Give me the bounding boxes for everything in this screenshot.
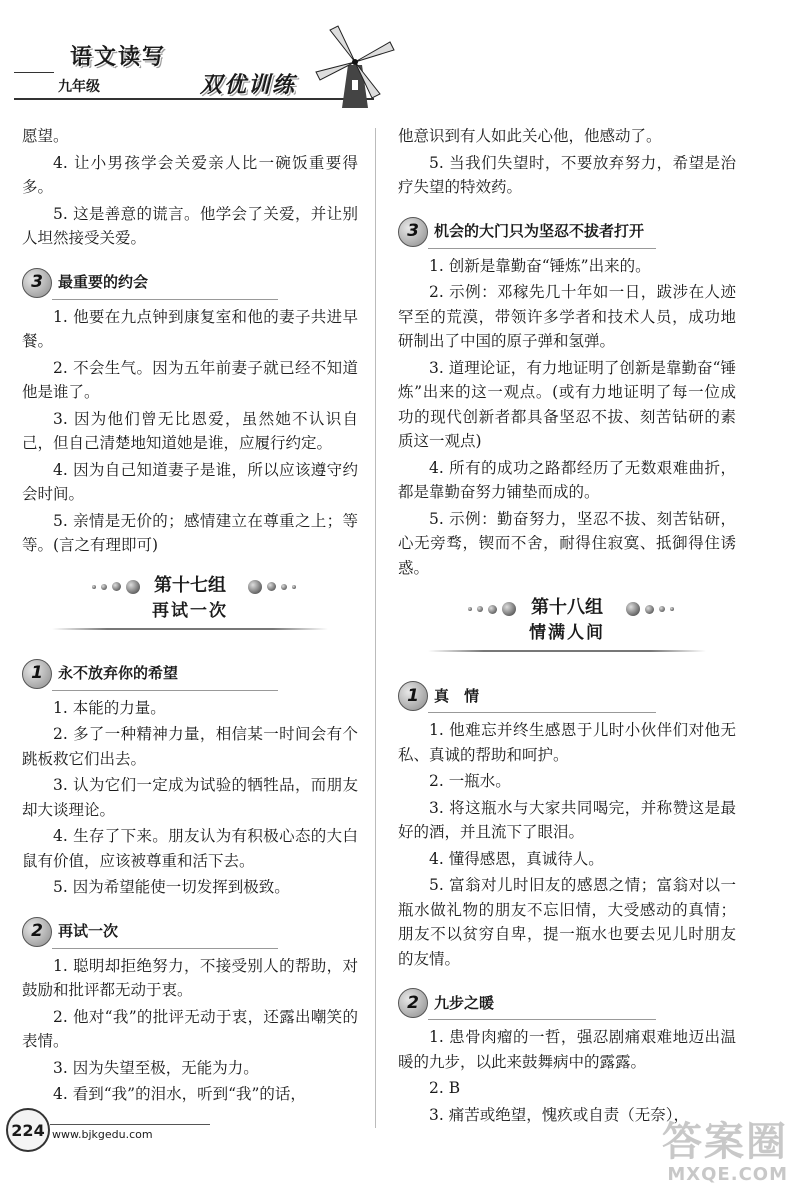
group-title: 第十七组: [154, 574, 226, 596]
section-title: 永不放弃你的希望: [58, 664, 179, 683]
group-subtitle: 情满人间: [529, 623, 605, 643]
windmill-icon: [310, 20, 400, 110]
answer-item: 4. 所有的成功之路都经历了无数艰难曲折，都是靠勤奋努力铺垫而成的。: [398, 458, 736, 501]
section-underline: [428, 712, 656, 713]
answer-item: 3. 痛苦或绝望，愧疚或自责（无奈），: [429, 1105, 689, 1124]
decorative-dots-right: [626, 602, 674, 616]
section-heading: [398, 989, 736, 1017]
header-brand: 语文读写: [70, 45, 167, 70]
section-number-badge: 3: [398, 217, 428, 247]
group-title: 第十八组: [531, 597, 603, 618]
page-header: [0, 0, 800, 120]
answer-item: 1. 本能的力量。: [53, 698, 166, 717]
paragraph: 他意识到有人如此关心他，他感动了。: [398, 127, 662, 145]
section-heading: [22, 660, 358, 688]
decorative-dots-right: [248, 580, 296, 594]
section-heading: [398, 682, 736, 710]
group-underline: [428, 650, 706, 652]
answer-item: 4. 生存了下来。朋友认为有积极心态的大白鼠有价值，应该被尊重和活下去。: [22, 827, 358, 870]
footer-website: www.bjkgedu.com: [52, 1128, 153, 1141]
answer-item: 1. 他要在九点钟到康复室和他的妻子共进早餐。: [22, 307, 358, 350]
answer-item: 3. 因为他们曾无比恩爱，虽然她不认识自己，但自己清楚地知道她是谁，应履行约定。: [22, 409, 358, 452]
section-number-badge: 2: [22, 917, 52, 947]
answer-item: 2. 他对“我”的批评无动于衷，还露出嘲笑的表情。: [22, 1007, 358, 1050]
answer-item: 5. 当我们失望时，不要放弃努力，希望是治疗失望的特效药。: [398, 153, 736, 196]
footer-rule: [50, 1124, 210, 1125]
section-number-badge: 1: [22, 659, 52, 689]
section-underline: [52, 299, 278, 300]
answer-item: 5. 这是善意的谎言。他学会了关爱，并让别人坦然接受关爱。: [22, 204, 358, 247]
right-column: [398, 124, 736, 1129]
answer-item: 5. 因为希望能使一切发挥到极致。: [53, 878, 290, 896]
column-divider: [375, 128, 376, 1128]
group-heading: [22, 574, 358, 642]
section-underline: [52, 948, 278, 949]
answer-item: 2. 一瓶水。: [429, 772, 511, 790]
answer-item: 3. 认为它们一定成为试验的牺牲品，而朋友却大谈理论。: [22, 776, 358, 819]
section-title: 机会的大门只为坚忍不拔者打开: [434, 222, 645, 241]
group-underline: [52, 628, 328, 630]
header-grade: 九年级: [58, 79, 100, 95]
decorative-dots-left: [468, 602, 516, 616]
answer-item: 3. 将这瓶水与大家共同喝完，并称赞这是最好的酒，并且流下了眼泪。: [398, 798, 736, 841]
section-title: 真 情: [434, 686, 480, 705]
section-underline: [428, 248, 656, 249]
answer-item: 2. 不会生气。因为五年前妻子就已经不知道他是谁了。: [22, 358, 358, 401]
answer-item: 5. 亲情是无价的；感情建立在尊重之上；等等。(言之有理即可): [22, 511, 358, 554]
watermark-main: 答案圈: [662, 1119, 788, 1165]
header-series: 双优训练: [200, 73, 297, 98]
section-number-badge: 3: [22, 268, 52, 298]
answer-item: 1. 患骨肉瘤的一哲，强忍剧痛艰难地迈出温暖的九步，以此来鼓舞病中的露露。: [398, 1028, 736, 1071]
answer-item: 5. 示例：勤奋努力，坚忍不拔、刻苦钻研，心无旁骛，锲而不舍，耐得住寂寞、抵御得住诱惑。: [398, 509, 736, 577]
answer-item: 2. 多了一种精神力量，相信某一时间会有个跳板救它们出去。: [22, 725, 358, 768]
left-column: [22, 124, 358, 1109]
answer-item: 1. 创新是靠勤奋“锤炼”出来的。: [429, 256, 651, 275]
answer-item: 4. 懂得感恩，真诚待人。: [429, 849, 604, 868]
answer-item: 4. 让小男孩学会关爱亲人比一碗饭重要得多。: [22, 153, 358, 196]
answer-item: 1. 聪明却拒绝努力，不接受别人的帮助，对鼓励和批评都无动于衷。: [22, 956, 358, 999]
paragraph: 愿望。: [22, 127, 69, 145]
section-number-badge: 2: [398, 988, 428, 1018]
group-subtitle: 再试一次: [152, 600, 228, 621]
watermark-url: MXQE.COM: [667, 1164, 788, 1185]
section-title: 九步之暖: [434, 993, 495, 1012]
answer-item: 3. 道理论证，有力地证明了创新是靠勤奋“锤炼”出来的这一观点。(或有力地证明了每一位成功的现代创新者都具备坚忍不拔、刻苦钻研的素质这一观点): [398, 358, 736, 450]
section-title: 再试一次: [58, 922, 119, 941]
answer-item: 4. 看到“我”的泪水，听到“我”的话，: [53, 1085, 306, 1103]
answer-item: 2. B: [429, 1079, 461, 1097]
section-underline: [52, 690, 278, 691]
section-heading: [398, 218, 736, 246]
section-heading: [22, 269, 358, 297]
answer-item: 5. 富翁对儿时旧友的感恩之情；富翁对以一瓶水做礼物的朋友不忘旧情，大受感动的真情；朋友不以贫穷自卑，提一瓶水也要去见儿时朋友的友情。: [398, 876, 736, 968]
answer-item: 3. 因为失望至极，无能为力。: [53, 1058, 259, 1077]
watermark: [628, 1120, 788, 1190]
answer-item: 1. 他难忘并终生感恩于儿时小伙伴们对他无私、真诚的帮助和呵护。: [398, 721, 736, 764]
section-heading: [22, 918, 358, 946]
header-rule-short: [14, 72, 54, 73]
group-heading: [398, 596, 736, 664]
section-number-badge: 1: [398, 681, 428, 711]
section-title: 最重要的约会: [58, 273, 149, 292]
decorative-dots-left: [92, 580, 140, 594]
answer-item: 4. 因为自己知道妻子是谁，所以应该遵守约会时间。: [22, 460, 358, 503]
section-underline: [428, 1019, 656, 1020]
answer-item: 2. 示例：邓稼先几十年如一日，跋涉在人迹罕至的荒漠，带领许多学者和技术人员，成功地研制出了中国的原子弹和氢弹。: [398, 283, 736, 350]
page-number: 224: [6, 1108, 50, 1152]
